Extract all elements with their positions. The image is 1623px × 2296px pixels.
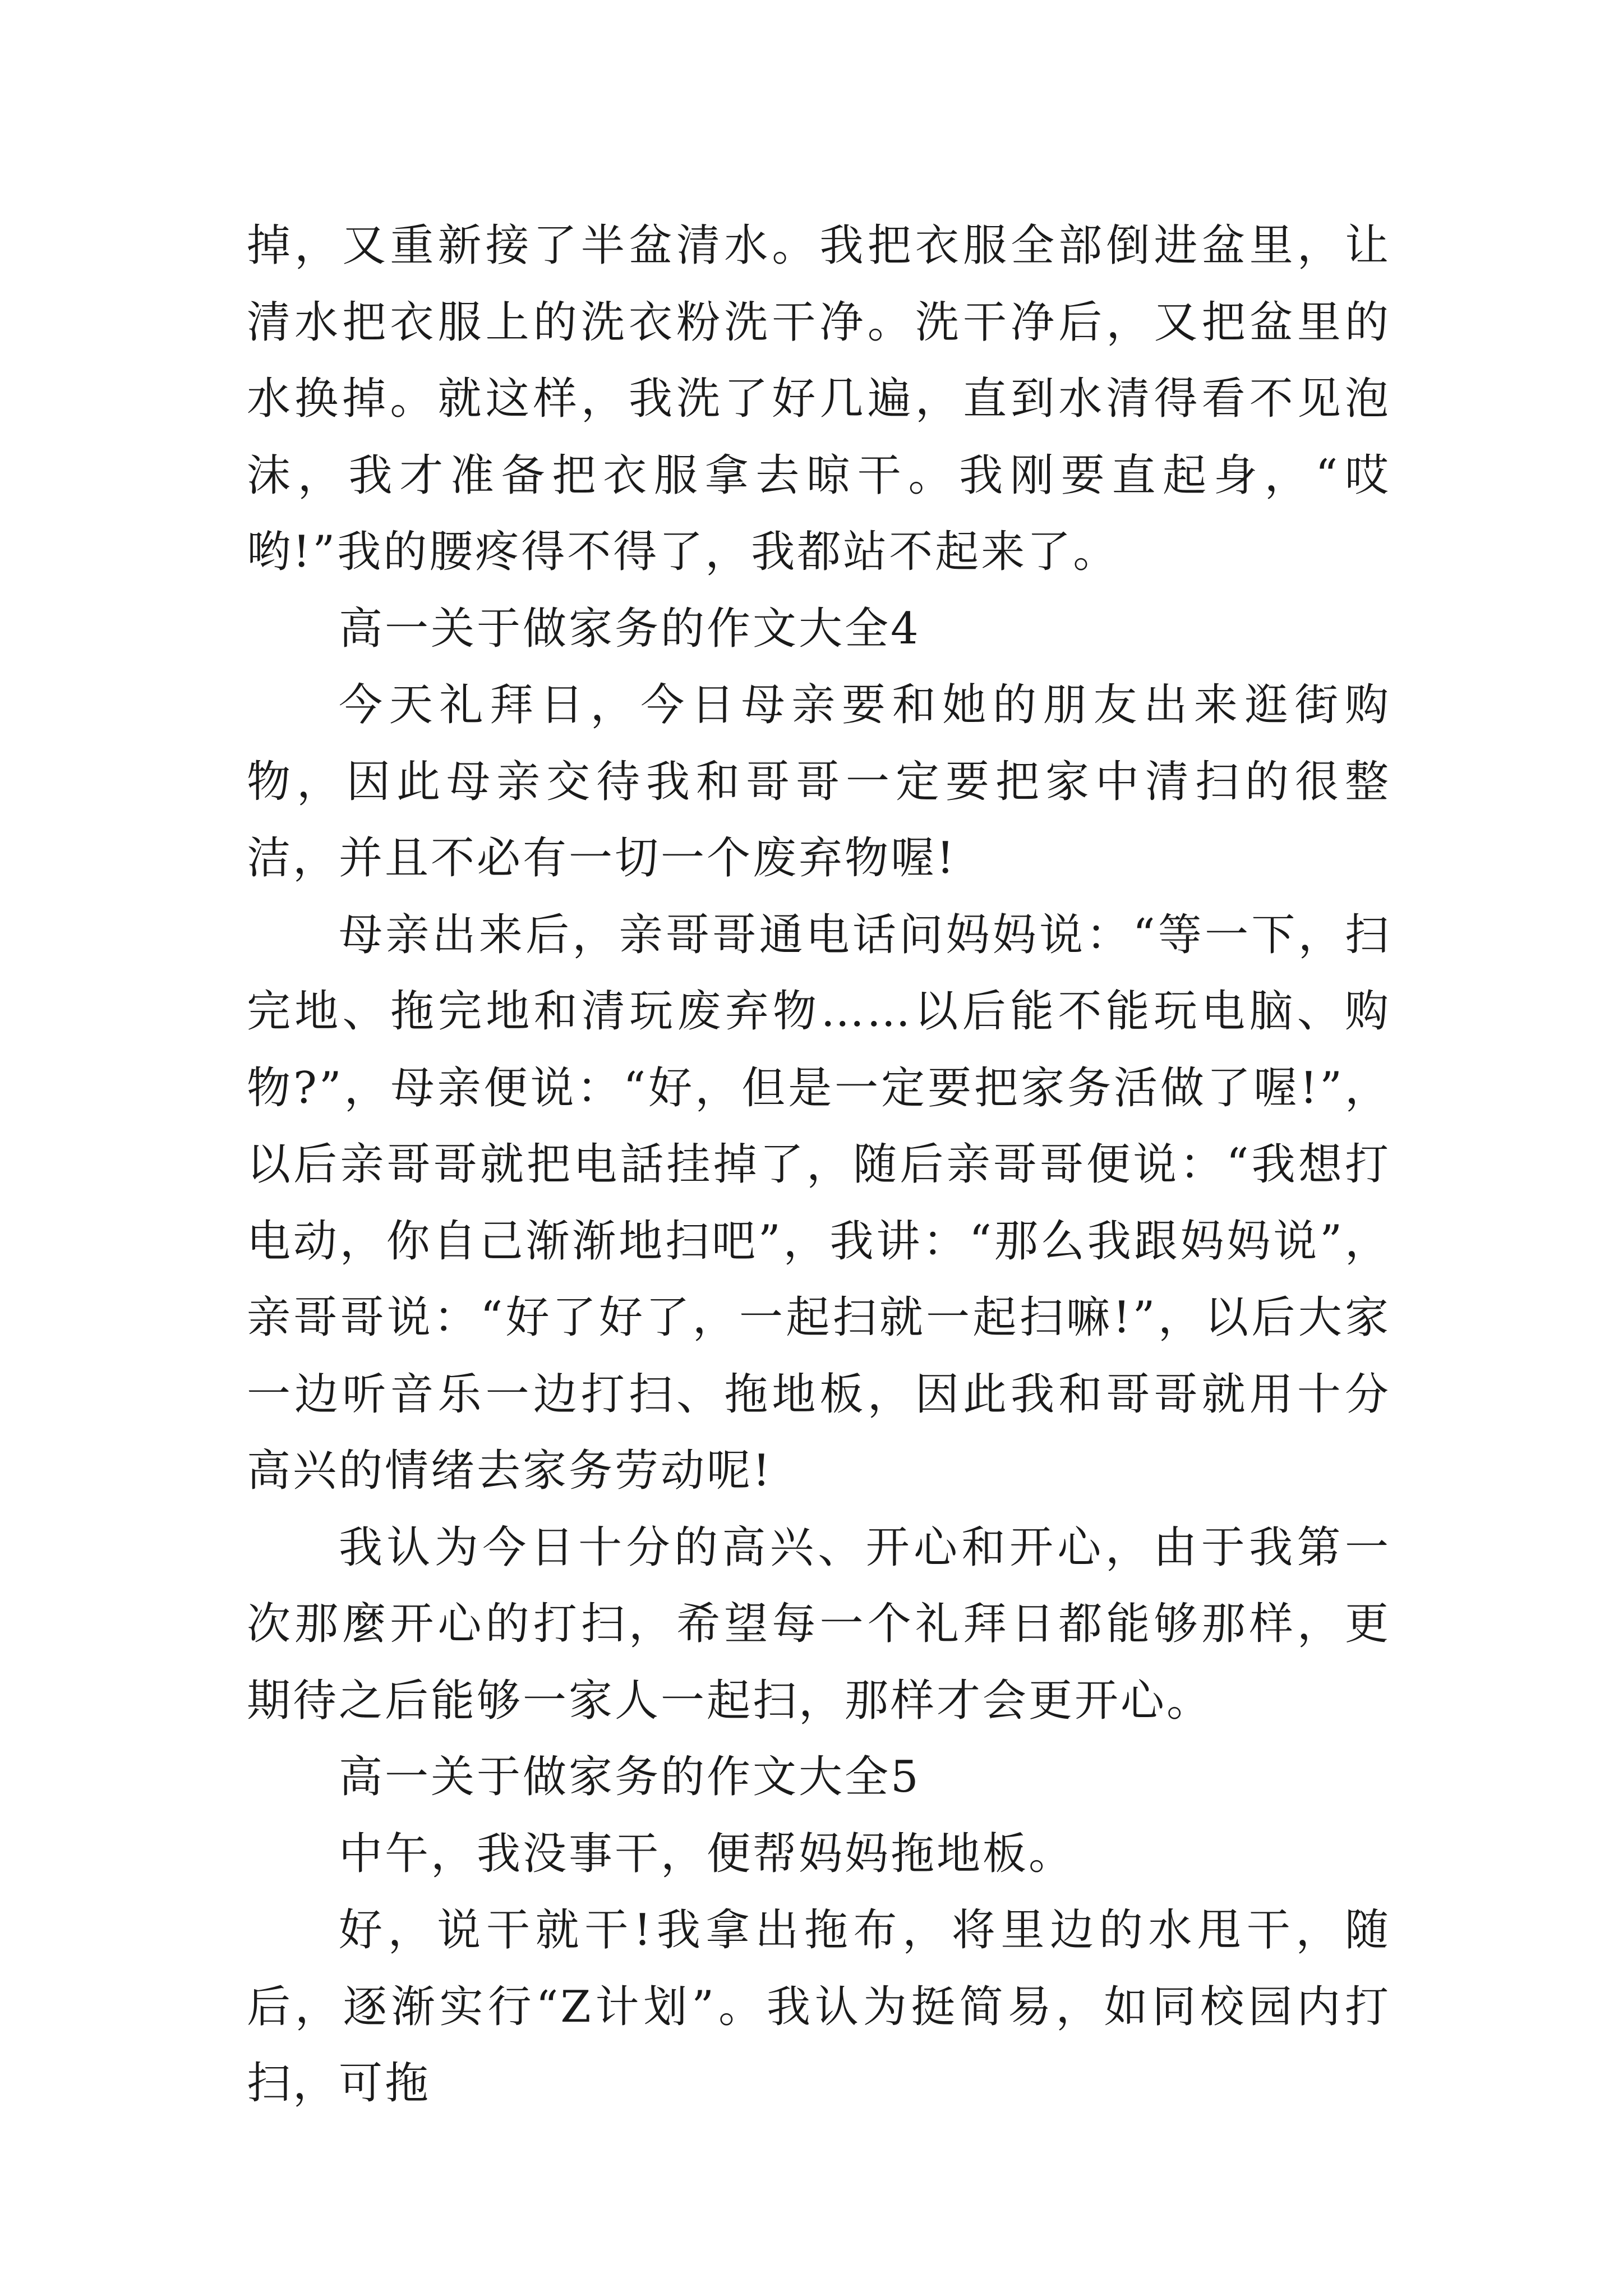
paragraph-laundry-ending: 掉，又重新接了半盆清水。我把衣服全部倒进盆里，让清水把衣服上的洗衣粉洗干净。洗干净后，又把盆里的水换掉。就这样，我洗了好几遍，直到水清得看不见泡沫，我才准备把衣服拿去晾干。我刚要直起身，“哎哟!”我的腰疼得不得了，我都站不起来了。 xyxy=(247,220,1391,577)
paragraph-mopping: 好，说干就干!我拿出拖布，将里边的水甩干，随后，逐渐实行“Z计划”。我认为挺简易，如同校园内打扫，可拖 xyxy=(247,1905,1391,2109)
document-body xyxy=(247,208,1391,2122)
section-heading-5: 高一关于做家务的作文大全5 xyxy=(339,1752,921,1802)
paragraph-noon: 中午，我没事干，便帮妈妈拖地板。 xyxy=(339,1828,1075,1879)
paragraph-sunday-intro: 今天礼拜日，今日母亲要和她的朋友出来逛街购物，因此母亲交待我和哥哥一定要把家中清扫的很整洁，并且不必有一切一个废弃物喔! xyxy=(247,680,1391,884)
section-heading-4: 高一关于做家务的作文大全4 xyxy=(339,603,921,654)
paragraph-phone-call: 母亲出来后，亲哥哥通电话问妈妈说：“等一下，扫完地、拖完地和清玩废弃物……以后能不能玩电脑、购物?”，母亲便说：“好，但是一定要把家务活做了喔!”，以后亲哥哥就把电話挂掉了，随后亲哥哥便说：“我想打电动，你自己渐渐地扫吧”，我讲：“那么我跟妈妈说”，亲哥哥说：“好了好了，一起扫就一起扫嘛!”，以后大家一边听音乐一边打扫、拖地板，因此我和哥哥就用十分高兴的情绪去家务劳动呢! xyxy=(247,909,1391,1496)
paragraph-reflection: 我认为今日十分的高兴、开心和开心，由于我第一次那麼开心的打扫，希望每一个礼拜日都能够那样，更期待之后能够一家人一起扫，那样才会更开心。 xyxy=(247,1522,1391,1726)
